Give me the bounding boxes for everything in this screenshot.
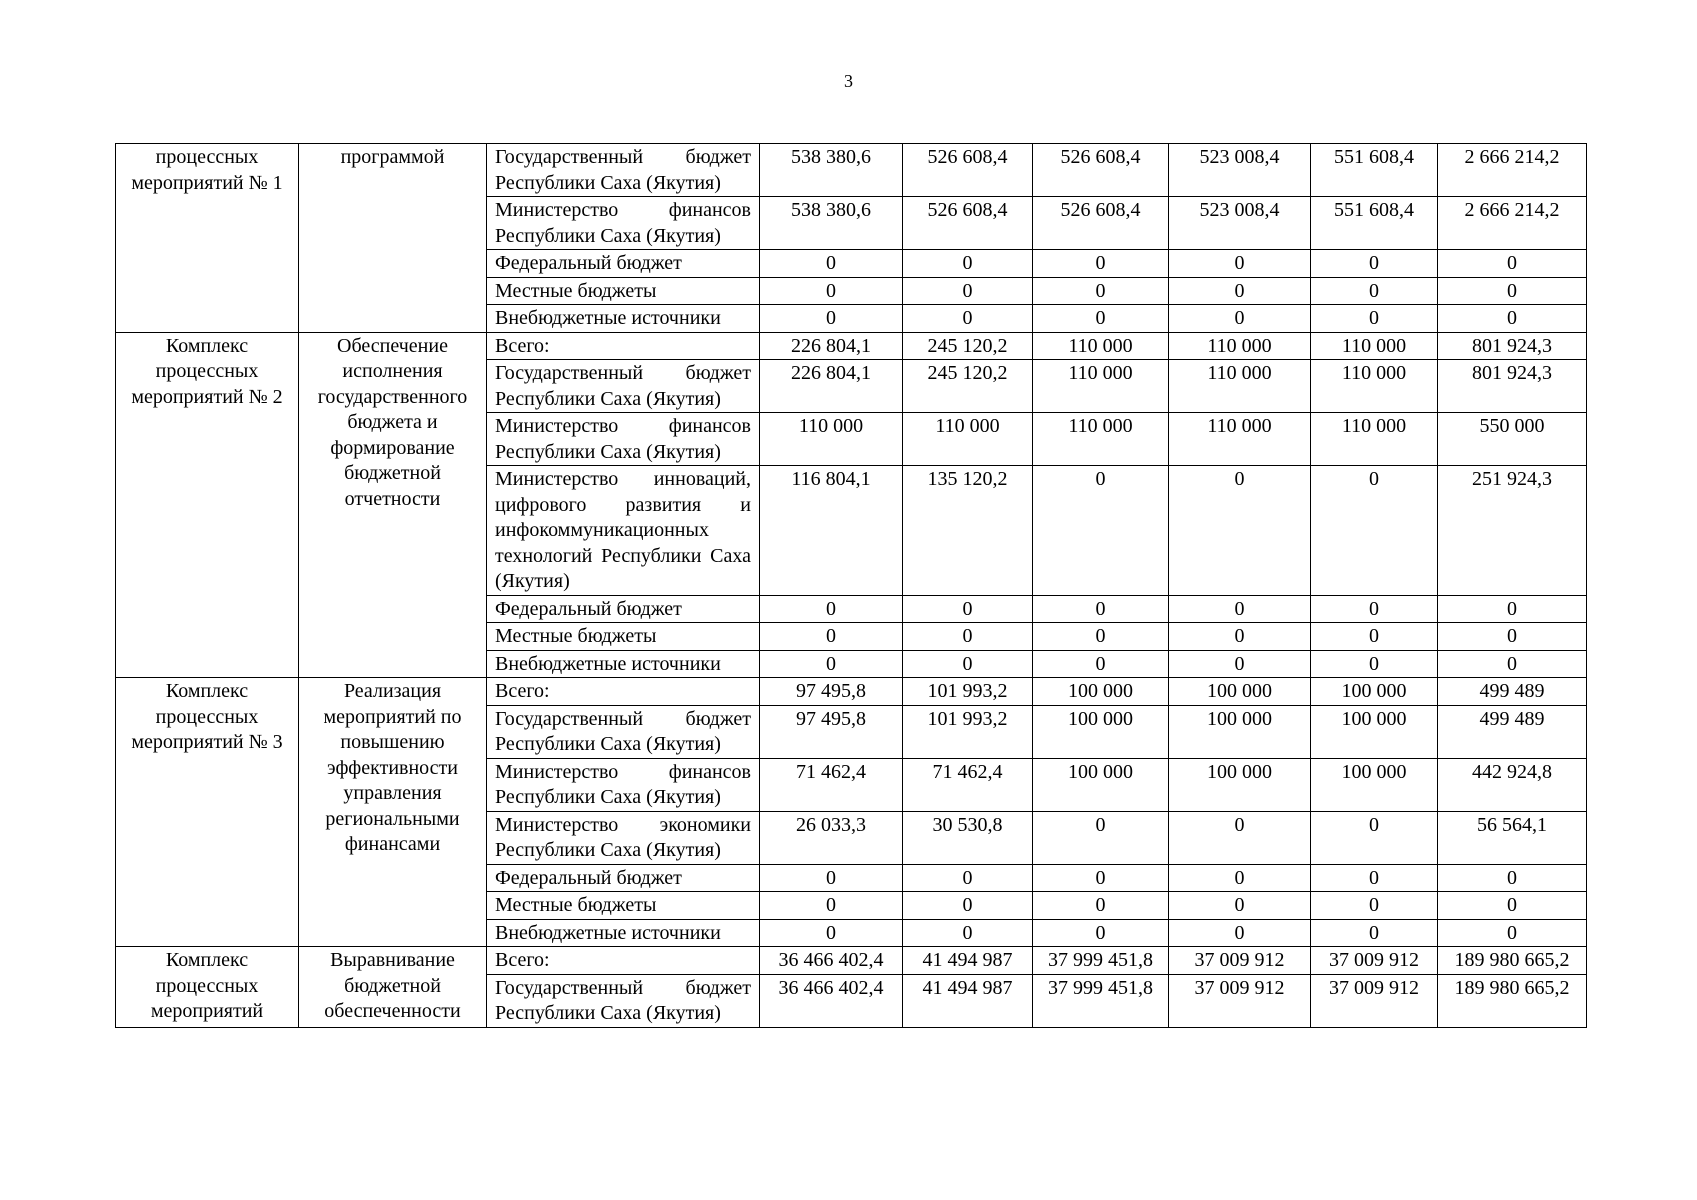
year-value-cell: 0 [1033, 305, 1169, 333]
year-value-cell: 245 120,2 [903, 332, 1033, 360]
year-value-cell: 0 [1169, 892, 1311, 920]
year-value-cell: 100 000 [1169, 705, 1311, 758]
year-value-cell: 0 [903, 250, 1033, 278]
year-value-cell: 526 608,4 [903, 144, 1033, 197]
table-row [116, 678, 1587, 706]
year-value-cell: 37 009 912 [1169, 974, 1311, 1027]
program-name-cell: программой [299, 144, 487, 333]
total-value-cell: 0 [1438, 623, 1587, 651]
total-value-cell: 0 [1438, 864, 1587, 892]
year-value-cell: 41 494 987 [903, 947, 1033, 975]
total-value-cell: 499 489 [1438, 678, 1587, 706]
funding-source-cell: Министерство экономики Республики Саха (Якутия) [487, 811, 760, 864]
year-value-cell: 0 [1033, 919, 1169, 947]
year-value-cell: 0 [760, 250, 903, 278]
year-value-cell: 0 [1311, 595, 1438, 623]
year-value-cell: 36 466 402,4 [760, 974, 903, 1027]
year-value-cell: 538 380,6 [760, 197, 903, 250]
year-value-cell: 26 033,3 [760, 811, 903, 864]
total-value-cell: 0 [1438, 892, 1587, 920]
year-value-cell: 0 [1311, 277, 1438, 305]
funding-source-cell: Всего: [487, 947, 760, 975]
year-value-cell: 0 [903, 919, 1033, 947]
year-value-cell: 0 [1169, 595, 1311, 623]
budget-table [115, 143, 1587, 1028]
total-value-cell: 0 [1438, 305, 1587, 333]
year-value-cell: 0 [903, 595, 1033, 623]
year-value-cell: 41 494 987 [903, 974, 1033, 1027]
year-value-cell: 526 608,4 [1033, 197, 1169, 250]
year-value-cell: 0 [903, 305, 1033, 333]
year-value-cell: 0 [1169, 305, 1311, 333]
year-value-cell: 0 [1033, 623, 1169, 651]
year-value-cell: 37 009 912 [1311, 947, 1438, 975]
funding-source-cell: Федеральный бюджет [487, 595, 760, 623]
funding-source-cell: Государственный бюджет Республики Саха (Якутия) [487, 974, 760, 1027]
year-value-cell: 0 [760, 595, 903, 623]
funding-source-cell: Внебюджетные источники [487, 305, 760, 333]
year-value-cell: 0 [1033, 864, 1169, 892]
funding-source-cell: Всего: [487, 678, 760, 706]
year-value-cell: 245 120,2 [903, 360, 1033, 413]
year-value-cell: 37 999 451,8 [1033, 974, 1169, 1027]
funding-source-cell: Федеральный бюджет [487, 250, 760, 278]
year-value-cell: 37 009 912 [1311, 974, 1438, 1027]
complex-cell: Комплекс процессных мероприятий № 3 [116, 678, 299, 947]
year-value-cell: 110 000 [1311, 360, 1438, 413]
year-value-cell: 0 [1311, 623, 1438, 651]
total-value-cell: 189 980 665,2 [1438, 947, 1587, 975]
total-value-cell: 499 489 [1438, 705, 1587, 758]
year-value-cell: 0 [1033, 811, 1169, 864]
year-value-cell: 551 608,4 [1311, 197, 1438, 250]
total-value-cell: 801 924,3 [1438, 332, 1587, 360]
funding-source-cell: Местные бюджеты [487, 623, 760, 651]
program-name-cell: Обеспечение исполнения государственного бюджета и формирование бюджетной отчетности [299, 332, 487, 678]
year-value-cell: 110 000 [1169, 360, 1311, 413]
year-value-cell: 36 466 402,4 [760, 947, 903, 975]
year-value-cell: 0 [903, 623, 1033, 651]
total-value-cell: 801 924,3 [1438, 360, 1587, 413]
funding-source-cell: Внебюджетные источники [487, 650, 760, 678]
year-value-cell: 551 608,4 [1311, 144, 1438, 197]
year-value-cell: 0 [903, 277, 1033, 305]
funding-source-cell: Министерство финансов Республики Саха (Якутия) [487, 758, 760, 811]
complex-cell: Комплекс процессных мероприятий [116, 947, 299, 1028]
year-value-cell: 0 [1169, 277, 1311, 305]
year-value-cell: 0 [1169, 623, 1311, 651]
year-value-cell: 0 [903, 864, 1033, 892]
year-value-cell: 135 120,2 [903, 466, 1033, 596]
year-value-cell: 116 804,1 [760, 466, 903, 596]
year-value-cell: 0 [1169, 250, 1311, 278]
total-value-cell: 0 [1438, 650, 1587, 678]
year-value-cell: 100 000 [1311, 705, 1438, 758]
year-value-cell: 0 [1311, 919, 1438, 947]
year-value-cell: 100 000 [1033, 705, 1169, 758]
year-value-cell: 0 [1169, 650, 1311, 678]
total-value-cell: 56 564,1 [1438, 811, 1587, 864]
complex-cell: Комплекс процессных мероприятий № 2 [116, 332, 299, 678]
year-value-cell: 110 000 [1033, 413, 1169, 466]
year-value-cell: 0 [1311, 650, 1438, 678]
funding-source-cell: Федеральный бюджет [487, 864, 760, 892]
year-value-cell: 0 [1033, 650, 1169, 678]
year-value-cell: 100 000 [1033, 678, 1169, 706]
year-value-cell: 526 608,4 [1033, 144, 1169, 197]
total-value-cell: 0 [1438, 277, 1587, 305]
funding-source-cell: Местные бюджеты [487, 277, 760, 305]
year-value-cell: 100 000 [1311, 678, 1438, 706]
year-value-cell: 110 000 [1169, 332, 1311, 360]
year-value-cell: 97 495,8 [760, 705, 903, 758]
funding-source-cell: Министерство финансов Республики Саха (Якутия) [487, 197, 760, 250]
year-value-cell: 110 000 [1033, 360, 1169, 413]
program-name-cell: Выравнивание бюджетной обеспеченности [299, 947, 487, 1028]
year-value-cell: 0 [903, 892, 1033, 920]
year-value-cell: 0 [760, 277, 903, 305]
year-value-cell: 0 [1311, 864, 1438, 892]
year-value-cell: 71 462,4 [760, 758, 903, 811]
year-value-cell: 100 000 [1311, 758, 1438, 811]
year-value-cell: 0 [760, 892, 903, 920]
funding-source-cell: Министерство финансов Республики Саха (Якутия) [487, 413, 760, 466]
year-value-cell: 523 008,4 [1169, 144, 1311, 197]
year-value-cell: 226 804,1 [760, 332, 903, 360]
total-value-cell: 550 000 [1438, 413, 1587, 466]
year-value-cell: 110 000 [1311, 332, 1438, 360]
total-value-cell: 442 924,8 [1438, 758, 1587, 811]
year-value-cell: 0 [1311, 892, 1438, 920]
year-value-cell: 101 993,2 [903, 705, 1033, 758]
year-value-cell: 0 [760, 919, 903, 947]
year-value-cell: 101 993,2 [903, 678, 1033, 706]
total-value-cell: 189 980 665,2 [1438, 974, 1587, 1027]
year-value-cell: 0 [1169, 864, 1311, 892]
year-value-cell: 110 000 [760, 413, 903, 466]
year-value-cell: 0 [1033, 466, 1169, 596]
year-value-cell: 0 [1169, 919, 1311, 947]
year-value-cell: 97 495,8 [760, 678, 903, 706]
funding-source-cell: Государственный бюджет Республики Саха (Якутия) [487, 360, 760, 413]
year-value-cell: 0 [1311, 811, 1438, 864]
total-value-cell: 2 666 214,2 [1438, 197, 1587, 250]
year-value-cell: 30 530,8 [903, 811, 1033, 864]
year-value-cell: 0 [760, 864, 903, 892]
total-value-cell: 251 924,3 [1438, 466, 1587, 596]
year-value-cell: 0 [760, 305, 903, 333]
table-row [116, 332, 1587, 360]
year-value-cell: 100 000 [1169, 678, 1311, 706]
year-value-cell: 538 380,6 [760, 144, 903, 197]
funding-source-cell: Государственный бюджет Республики Саха (Якутия) [487, 144, 760, 197]
total-value-cell: 0 [1438, 595, 1587, 623]
table-row [116, 144, 1587, 197]
year-value-cell: 110 000 [1033, 332, 1169, 360]
year-value-cell: 0 [1169, 466, 1311, 596]
funding-source-cell: Министерство инноваций, цифрового развития и инфокоммуникационных технологий Республики Саха (Якутия) [487, 466, 760, 596]
year-value-cell: 0 [903, 650, 1033, 678]
year-value-cell: 0 [1169, 811, 1311, 864]
year-value-cell: 37 009 912 [1169, 947, 1311, 975]
year-value-cell: 523 008,4 [1169, 197, 1311, 250]
year-value-cell: 110 000 [1169, 413, 1311, 466]
total-value-cell: 0 [1438, 919, 1587, 947]
year-value-cell: 0 [1033, 892, 1169, 920]
year-value-cell: 110 000 [1311, 413, 1438, 466]
year-value-cell: 110 000 [903, 413, 1033, 466]
year-value-cell: 0 [1033, 250, 1169, 278]
year-value-cell: 0 [1311, 466, 1438, 596]
year-value-cell: 100 000 [1033, 758, 1169, 811]
year-value-cell: 37 999 451,8 [1033, 947, 1169, 975]
year-value-cell: 0 [760, 650, 903, 678]
complex-cell: процессных мероприятий № 1 [116, 144, 299, 333]
year-value-cell: 0 [1033, 277, 1169, 305]
total-value-cell: 0 [1438, 250, 1587, 278]
funding-source-cell: Всего: [487, 332, 760, 360]
funding-source-cell: Внебюджетные источники [487, 919, 760, 947]
year-value-cell: 0 [1311, 250, 1438, 278]
year-value-cell: 71 462,4 [903, 758, 1033, 811]
program-name-cell: Реализация мероприятий по повышению эффективности управления региональными финансами [299, 678, 487, 947]
year-value-cell: 526 608,4 [903, 197, 1033, 250]
year-value-cell: 226 804,1 [760, 360, 903, 413]
funding-source-cell: Государственный бюджет Республики Саха (Якутия) [487, 705, 760, 758]
table-row [116, 947, 1587, 975]
table-body [116, 144, 1587, 1028]
year-value-cell: 0 [760, 623, 903, 651]
total-value-cell: 2 666 214,2 [1438, 144, 1587, 197]
year-value-cell: 0 [1033, 595, 1169, 623]
funding-source-cell: Местные бюджеты [487, 892, 760, 920]
year-value-cell: 100 000 [1169, 758, 1311, 811]
page-number: 3 [844, 71, 853, 91]
year-value-cell: 0 [1311, 305, 1438, 333]
